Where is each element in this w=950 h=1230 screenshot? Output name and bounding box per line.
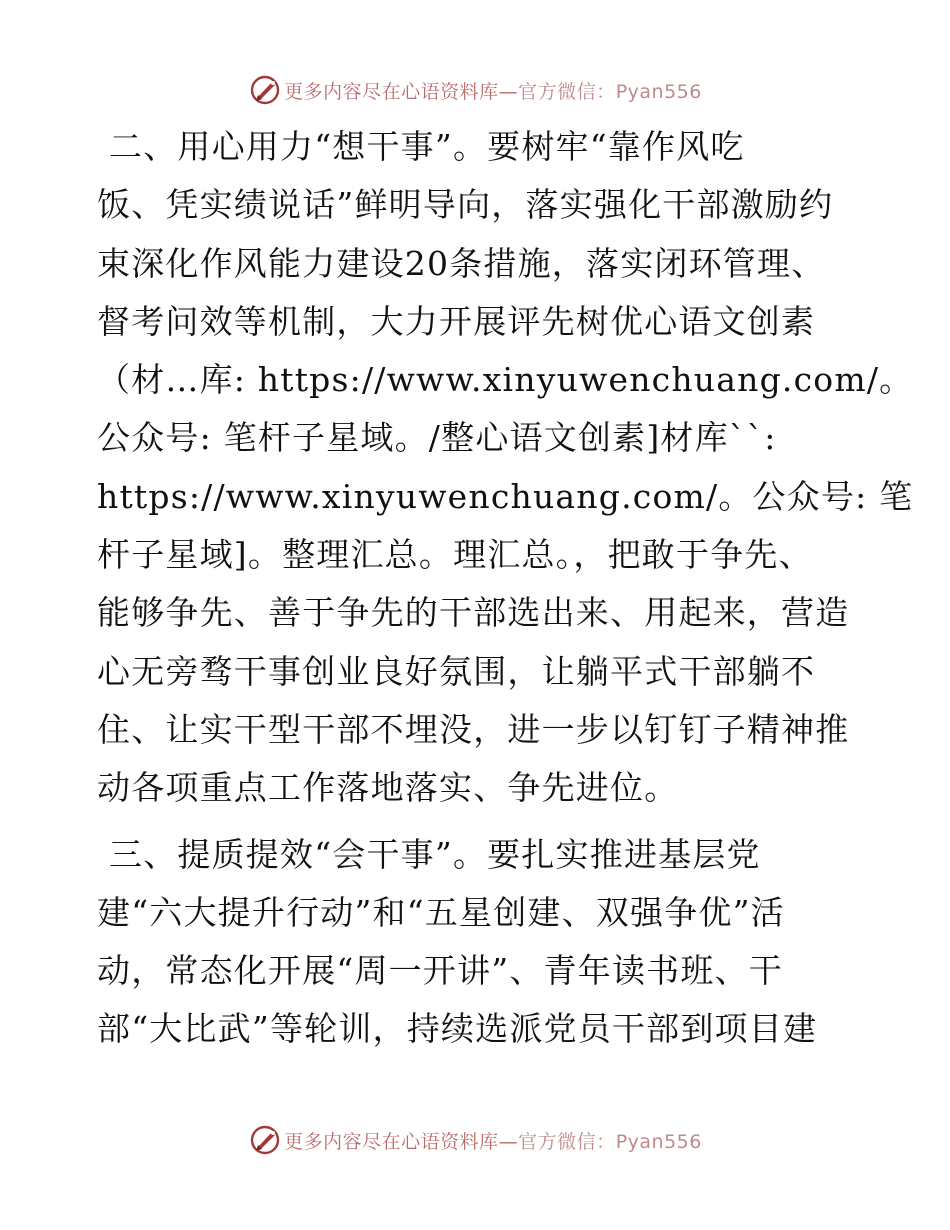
paragraph-line: 动各项重点工作落地落实、争先进位。 (97, 768, 679, 808)
paragraph-line: 二、用心用力“想干事”。要树牢“靠作风吃 (109, 127, 745, 166)
paragraph-line: 心无旁骛干事创业良好氛围，让躺平式干部躺不 (97, 651, 816, 691)
paragraph-line: 公众号: 笔杆子星域。/整心语文创素]材库``: (97, 418, 777, 458)
paragraph-line: 束深化作风能力建设20条措施，落实闭环管理、 (97, 243, 826, 283)
paragraph-line: https://www.xinyuwenchuang.com/。公众号: 笔 (97, 476, 914, 516)
paragraph-line: 杆子星域]。整理汇总。理汇总。，把敢于争先、 (97, 535, 813, 575)
paragraph-line: 饭、凭实绩说话”鲜明导向，落实强化干部激励约 (97, 185, 834, 225)
paragraph-line: 建“六大提升行动”和“五星创建、双强争优”活 (97, 892, 785, 932)
header-watermark-banner (0, 72, 950, 108)
header-banner-text: 更多内容尽在心语资料库—官方微信：Pyan556 (284, 80, 702, 103)
footer-banner-text: 更多内容尽在心语资料库—官方微信：Pyan556 (284, 1130, 702, 1153)
footer-watermark-banner (0, 1122, 950, 1158)
paragraph-line: 能够争先、善于争先的干部选出来、用起来，营造 (97, 593, 850, 633)
paragraph-line: 住、让实干型干部不埋没，进一步以钉钉子精神推 (97, 709, 850, 749)
pen-logo-icon (248, 1123, 282, 1157)
paragraph-line: 督考问效等机制，大力开展评先树优心语文创素 (97, 301, 816, 341)
paragraph-line: 部“大比武”等轮训，持续选派党员干部到项目建 (97, 1009, 818, 1049)
paragraph-line: 三、提质提效“会干事”。要扎实推进基层党 (109, 834, 761, 874)
paragraph-line: （材…库: https://www.xinyuwenchuang.com/。 (97, 360, 914, 400)
pen-logo-icon (248, 73, 282, 107)
paragraph-line: 动，常态化开展“周一开讲”、青年读书班、干 (97, 951, 783, 991)
paragraph (97, 826, 857, 1059)
paragraph (97, 118, 914, 818)
document-body (97, 118, 914, 1059)
